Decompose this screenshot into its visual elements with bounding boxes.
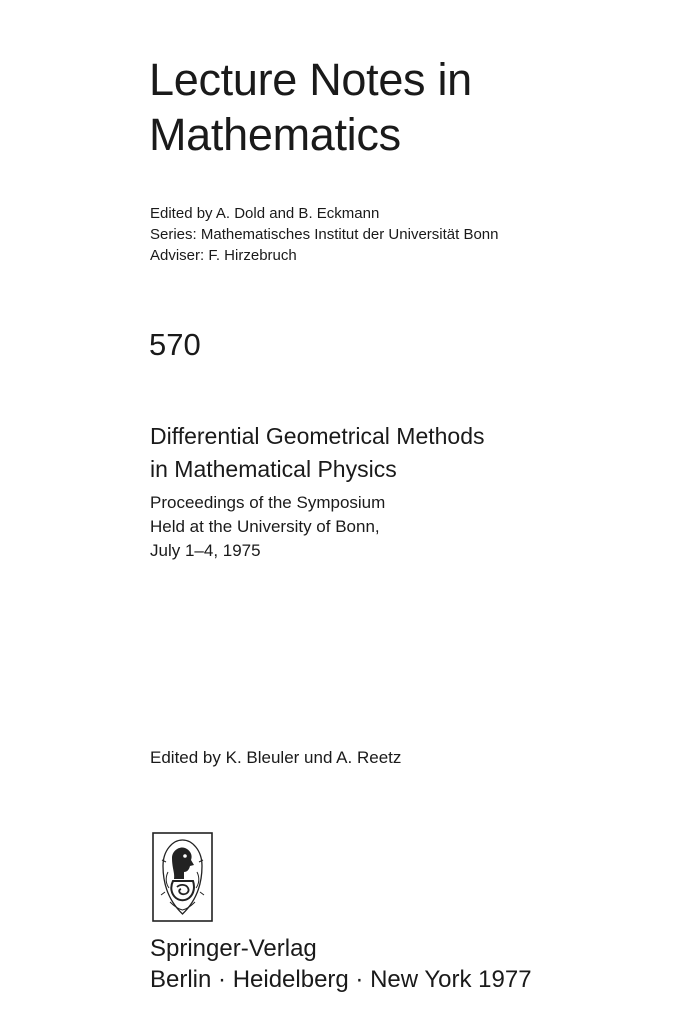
subtitle-line-1: Proceedings of the Symposium — [150, 493, 386, 512]
volume-editors: Edited by K. Bleuler und A. Reetz — [150, 748, 402, 767]
subtitle-line-2: Held at the University of Bonn, — [150, 517, 380, 536]
book-subtitle — [150, 491, 385, 563]
publisher-locations-year: Berlin · Heidelberg · New York 1977 — [150, 966, 532, 993]
series-adviser: Adviser: F. Hirzebruch — [150, 247, 297, 264]
series-edited-by: Edited by A. Dold and B. Eckmann — [150, 205, 380, 222]
series-title-line-2: Mathematics — [149, 109, 401, 160]
volume-number: 570 — [149, 327, 201, 362]
publisher — [150, 933, 532, 995]
springer-knight-logo-icon — [152, 832, 213, 922]
series-title-line-1: Lecture Notes in — [149, 54, 472, 105]
series-editors — [150, 203, 499, 266]
book-title — [150, 420, 485, 486]
publisher-name: Springer-Verlag — [150, 935, 317, 962]
series-title — [149, 52, 472, 162]
series-institute: Series: Mathematisches Institut der Universität Bonn — [150, 226, 499, 243]
book-title-line-1: Differential Geometrical Methods — [150, 423, 485, 449]
subtitle-line-3: July 1–4, 1975 — [150, 541, 261, 560]
book-title-line-2: in Mathematical Physics — [150, 456, 397, 482]
